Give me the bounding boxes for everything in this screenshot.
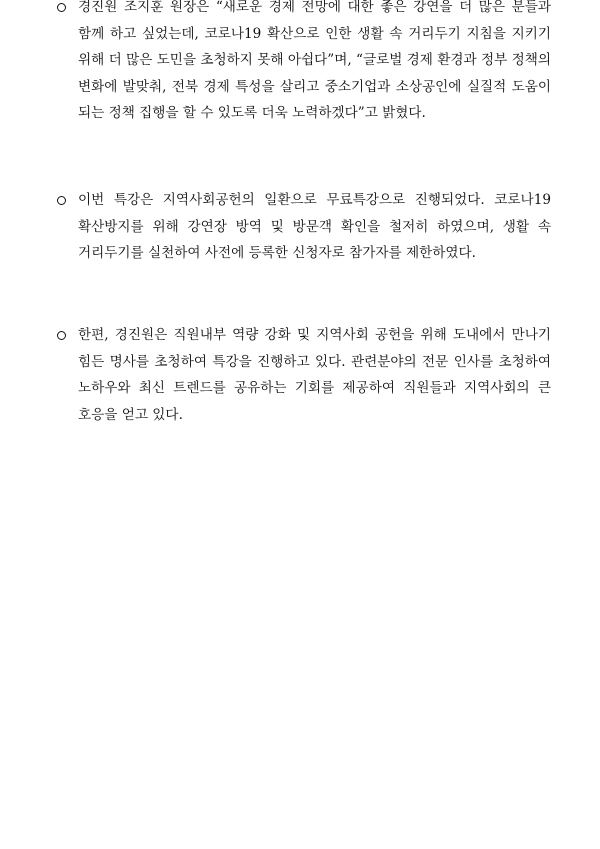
paragraph-text: 경진원 조지훈 원장은 “새로운 경제 전망에 대한 좋은 강연을 더 많은 분들과 함께 하고 싶었는데, 코로나19 확산으로 인한 생활 속 거리두기 지침을 지키기 위해 더 많은 도민을 초청하지 못해 아쉽다”며, “글로벌 경제 환경과 정부 정책의 변화에 발맞춰, 전북 경제 특성을 살리고 중소기업과 소상공인에 실질적 도움이 되는 정책 집행을 할 수 있도록 더욱 노력하겠다”고 밝혔다. — [78, 0, 551, 121]
circle-bullet-icon — [54, 322, 68, 349]
paragraph-text: 한편, 경진원은 직원내부 역량 강화 및 지역사회 공헌을 위해 도내에서 만나기 힘든 명사를 초청하여 특강을 진행하고 있다. 관련분야의 전문 인사를 초청하여 노하우와 최신 트렌드를 공유하는 기회를 제공하여 직원들과 지역사회의 큰 호응을 얻고 있다. — [78, 327, 551, 423]
circle-bullet-icon — [54, 0, 68, 21]
paragraph-text: 이번 특강은 지역사회공헌의 일환으로 무료특강으로 진행되었다. 코로나19 확산방지를 위해 강연장 방역 및 방문객 확인을 철저히 하였으며, 생활 속 거리두기를 실천하여 사전에 등록한 신청자로 참가자를 제한하였다. — [78, 192, 551, 261]
paragraph-director-remarks — [56, 0, 551, 127]
paragraph-program-background — [56, 322, 551, 428]
paragraph-lecture-details — [56, 187, 551, 267]
circle-bullet-icon — [54, 187, 68, 214]
